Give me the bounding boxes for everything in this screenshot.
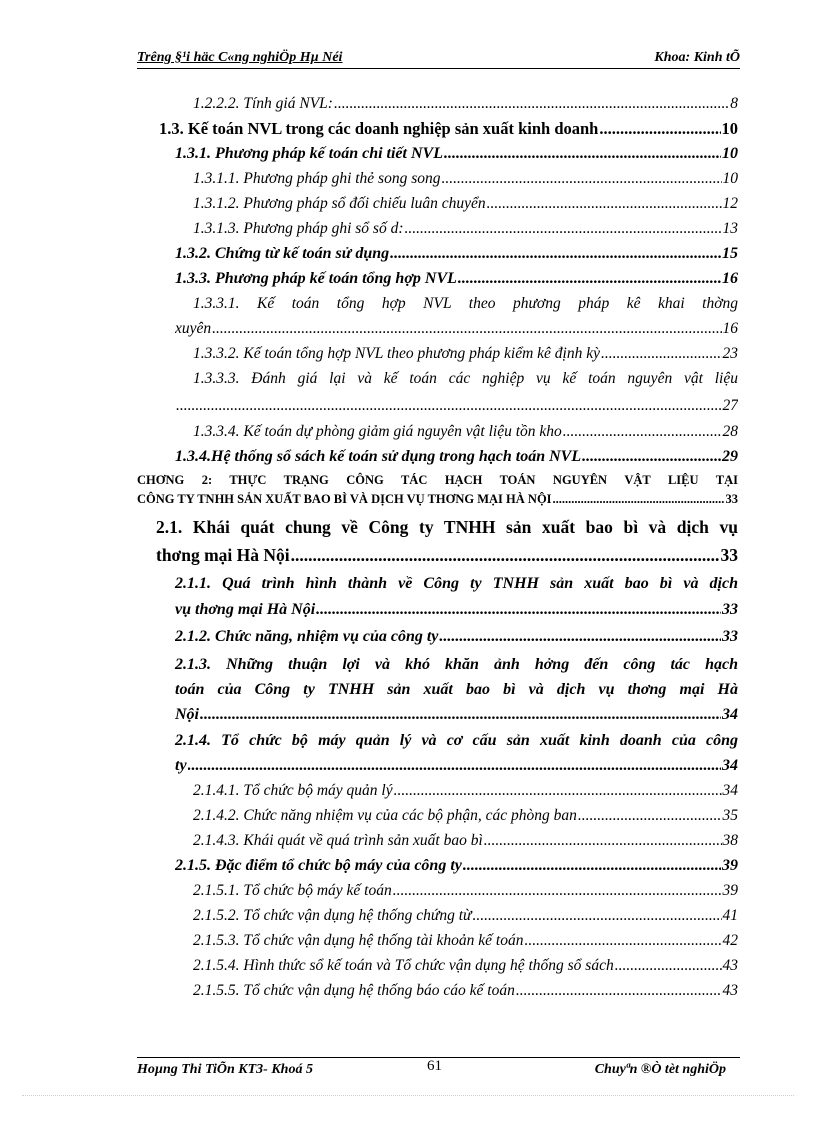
toc-entry: 2.1.4.3. Khái quát về quá trình sản xuất bao bì ..... 38 (193, 829, 738, 853)
header-school: Trêng §¹i häc C«ng nghiÖp Hµ Néi (137, 50, 343, 65)
toc-entry: 2.1.5.5. Tổ chức vận dụng hệ thống báo cáo kế toán ..... 43 (193, 979, 738, 1003)
toc-entry-wrapped: 2.1.3. Những thuận lợi và khó khăn ảnh hởng đến công tác hạch (175, 656, 738, 673)
toc-entry: ty ..... 34 (175, 753, 738, 779)
toc-entry: 1.3.4.Hệ thống sổ sách kế toán sử dụng trong hạch toán NVL ..... 29 (175, 445, 738, 469)
toc-entry: 1.3.2. Chứng từ kế toán sử dụng ..... 15 (175, 242, 738, 266)
toc-entry: 1.3. Kế toán NVL trong các doanh nghiệp sản xuất kinh doanh ..... 10 (159, 117, 738, 141)
toc-entry: 2.1.5.3. Tổ chức vận dụng hệ thống tài khoản kế toán ..... 42 (193, 929, 738, 953)
toc-entry: 2.1.2. Chức năng, nhiệm vụ của công ty ..... 33 (175, 624, 738, 650)
toc-entry: 1.3.1.1. Phương pháp ghi thẻ song song ..... 10 (193, 167, 738, 191)
page-number: 61 (427, 1058, 442, 1074)
toc-entry-wrapped: 1.3.3.1. Kế toán tổng hợp NVL theo phương pháp kê khai thờng (193, 295, 738, 312)
toc-entry: 1.3.1. Phương pháp kế toán chi tiết NVL ..... 10 (175, 142, 738, 166)
toc-entry: 1.3.3.4. Kế toán dự phòng giảm giá nguyên vật liệu tồn kho ..... 28 (193, 420, 738, 444)
toc-entry: CÔNG TY TNHH SẢN XUẤT BAO BÌ VÀ DỊCH VỤ THƠNG MẠI HÀ NỘI ..... 33 (137, 489, 738, 509)
toc-entry: 2.1.5.4. Hình thức sổ kế toán và Tổ chức vận dụng hệ thống sổ sách ..... 43 (193, 954, 738, 978)
toc-entry-wrapped: 2.1. Khái quát chung về Công ty TNHH sản xuất bao bì và dịch vụ (156, 517, 738, 537)
toc-entry: 1.3.1.3. Phương pháp ghi sổ số d: ..... 13 (193, 217, 738, 241)
toc-entry: 2.1.4.1. Tổ chức bộ máy quản lý ..... 34 (193, 779, 738, 803)
page-header (137, 48, 740, 69)
toc-entry: Nội ..... 34 (175, 702, 738, 728)
chapter-heading: CHƠNG 2: THỰC TRẠNG CÔNG TÁC HẠCH TOÁN NGUYÊN VẬT LIỆU TẠI (137, 473, 738, 487)
header-faculty: Khoa: Kinh tÕ (654, 50, 740, 65)
footer-author: Hoµng Thi TiÕn KT3- Khoá 5 (137, 1062, 313, 1077)
toc-entry: 2.1.5.2. Tổ chức vận dụng hệ thống chứng từ ..... 41 (193, 904, 738, 928)
toc-entry: 1.3.3. Phương pháp kế toán tổng hợp NVL ..... 16 (175, 267, 738, 291)
toc-entry: 2.1.5. Đặc điểm tổ chức bộ máy của công ty ..... 39 (175, 854, 738, 878)
toc-entry: vụ thơng mại Hà Nội ..... 33 (175, 597, 738, 623)
toc-entry: 2.1.4.2. Chức năng nhiệm vụ của các bộ phận, các phòng ban ..... 35 (193, 804, 738, 828)
toc-entry-wrapped: 2.1.4. Tổ chức bộ máy quản lý và cơ cấu sản xuất kinh doanh của công (175, 732, 738, 749)
toc-entry-wrapped: 1.3.3.3. Đánh giá lại và kế toán các nghiệp vụ kế toán nguyên vật liệu (193, 370, 738, 387)
toc-entry: 1.2.2.2. Tính giá NVL: ..... 8 (193, 92, 738, 116)
toc-entry: 1.3.1.2. Phương pháp sổ đối chiếu luân chuyển ..... 12 (193, 192, 738, 216)
page-bottom-divider (22, 1095, 794, 1096)
page-footer (137, 1057, 740, 1078)
toc-entry-wrapped: toán của Công ty TNHH sản xuất bao bì và dịch vụ thơng mại Hà (175, 681, 738, 698)
toc-entry-wrapped: 2.1.1. Quá trình hình thành về Công ty TNHH sản xuất bao bì và dịch (175, 575, 738, 592)
toc-entry: 2.1.5.1. Tổ chức bộ máy kế toán ..... 39 (193, 879, 738, 903)
toc-entry: thơng mại Hà Nội ..... 33 (156, 541, 738, 569)
toc-entry: 1.3.3.2. Kế toán tổng hợp NVL theo phương pháp kiểm kê định kỳ ..... 23 (193, 342, 738, 366)
toc-entry: ..... 27 (175, 394, 738, 418)
footer-title: Chuyªn ®Ò tèt nghiÖp (594, 1062, 726, 1077)
toc-entry: xuyên ..... 16 (175, 317, 738, 341)
